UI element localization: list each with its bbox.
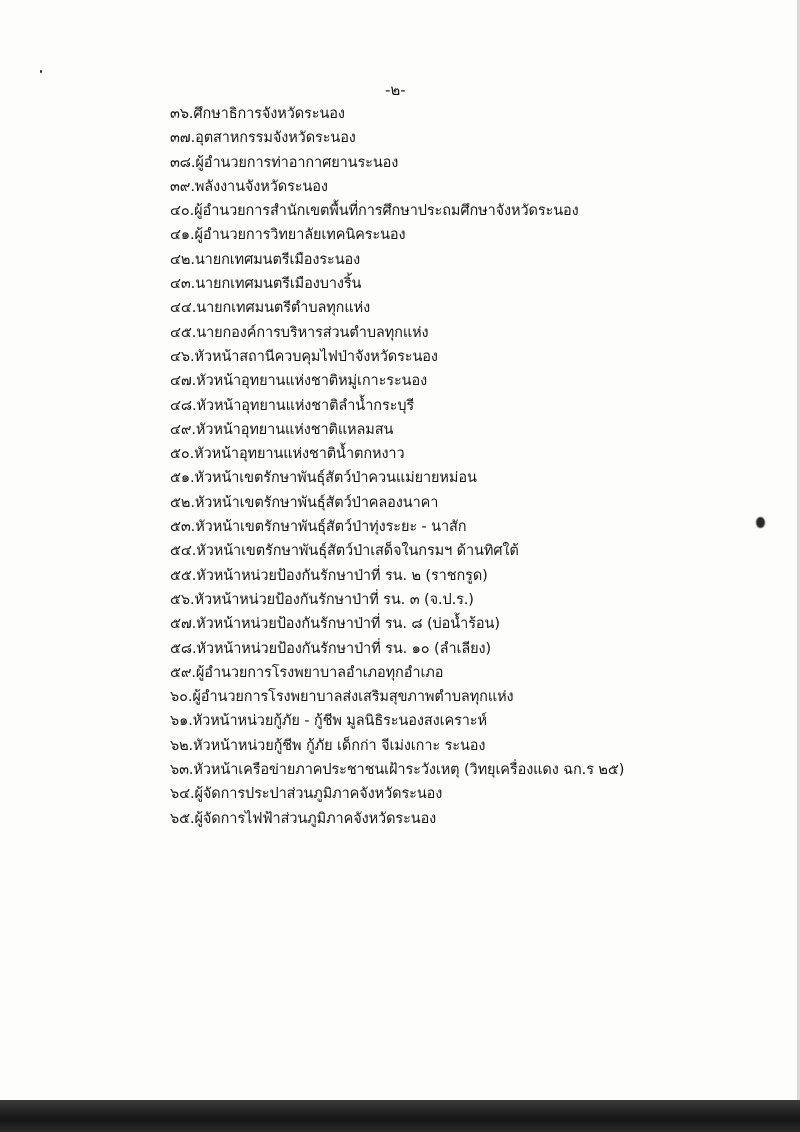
list-item: ๔๐.ผู้อำนวยการสำนักเขตพื้นที่การศึกษาประถมศึกษาจังหวัดระนอง bbox=[170, 203, 579, 220]
list-item: ๖๐.ผู้อำนวยการโรงพยาบาลส่งเสริมสุขภาพตำบลทุกแห่ง bbox=[170, 689, 514, 706]
list-item: ๕๒.หัวหน้าเขตรักษาพันธุ์สัตว์ป่าคลองนาคา bbox=[170, 494, 439, 511]
list-item: ๕๓.หัวหน้าเขตรักษาพันธุ์สัตว์ป่าทุ่งระยะ - นาสัก bbox=[170, 519, 467, 536]
list-item: ๕๙.ผู้อำนวยการโรงพยาบาลอำเภอทุกอำเภอ bbox=[170, 664, 444, 681]
list-item: ๓๗.อุตสาหกรรมจังหวัดระนอง bbox=[170, 130, 356, 147]
list-item: ๔๗.หัวหน้าอุทยานแห่งชาติหมู่เกาะระนอง bbox=[170, 373, 428, 390]
list-item: ๕๕.หัวหน้าหน่วยป้องกันรักษาป่าที่ รน. ๒ (ราชกรูด) bbox=[170, 567, 488, 584]
list-item: ๓๙.พลังงานจังหวัดระนอง bbox=[170, 178, 328, 195]
recipient-list bbox=[170, 102, 624, 831]
scan-speck bbox=[40, 70, 42, 73]
list-item: ๕๗.หัวหน้าหน่วยป้องกันรักษาป่าที่ รน. ๘ (บ่อน้ำร้อน) bbox=[170, 616, 500, 633]
list-item: ๖๓.หัวหน้าเครือข่ายภาคประชาชนเฝ้าระวังเหตุ (วิทยุเครื่องแดง ฉก.ร ๒๕) bbox=[170, 762, 625, 779]
list-item: ๔๙.หัวหน้าอุทยานแห่งชาติแหลมสน bbox=[170, 421, 394, 438]
list-item: ๕๘.หัวหน้าหน่วยป้องกันรักษาป่าที่ รน. ๑๐ (ลำเลียง) bbox=[170, 640, 492, 657]
list-item: ๔๖.หัวหน้าสถานีควบคุมไฟป่าจังหวัดระนอง bbox=[170, 348, 438, 365]
list-item: ๖๕.ผู้จัดการไฟฟ้าส่วนภูมิภาคจังหวัดระนอง bbox=[170, 810, 437, 827]
list-item: ๕๔.หัวหน้าเขตรักษาพันธุ์สัตว์ป่าเสด็จในกรมฯ ด้านทิศใต้ bbox=[170, 543, 519, 560]
list-item: ๕๖.หัวหน้าหน่วยป้องกันรักษาป่าที่ รน. ๓ (จ.ป.ร.) bbox=[170, 591, 474, 608]
list-item: ๕๐.หัวหน้าอุทยานแห่งชาติน้ำตกหงาว bbox=[170, 446, 405, 463]
list-item: ๓๖.ศึกษาธิการจังหวัดระนอง bbox=[170, 106, 345, 122]
list-item: ๖๑.หัวหน้าหน่วยกู้ภัย - กู้ชีพ มูลนิธิระนองสงเคราะห์ bbox=[170, 713, 487, 730]
scan-speck bbox=[756, 517, 765, 528]
list-item: ๔๕.นายกองค์การบริหารส่วนตำบลทุกแห่ง bbox=[170, 324, 429, 341]
page-number: -๒- bbox=[385, 81, 406, 99]
list-item: ๔๑.ผู้อำนวยการวิทยาลัยเทคนิคระนอง bbox=[170, 227, 406, 244]
list-item: ๕๑.หัวหน้าเขตรักษาพันธุ์สัตว์ป่าควนแม่ยายหม่อน bbox=[170, 470, 477, 487]
list-item: ๓๘.ผู้อำนวยการท่าอากาศยานระนอง bbox=[170, 154, 399, 171]
scan-bottom-edge bbox=[0, 1100, 800, 1132]
list-item: ๔๘.หัวหน้าอุทยานแห่งชาติลำน้ำกระบุรี bbox=[170, 397, 415, 414]
list-item: ๔๔.นายกเทศมนตรีตำบลทุกแห่ง bbox=[170, 300, 371, 317]
list-item: ๔๓.นายกเทศมนตรีเมืองบางริ้น bbox=[170, 276, 362, 293]
list-item: ๔๒.นายกเทศมนตรีเมืองระนอง bbox=[170, 251, 361, 268]
list-item: ๖๒.หัวหน้าหน่วยกู้ชีพ กู้ภัย เด็กก่า จีเม่งเกาะ ระนอง bbox=[170, 737, 486, 754]
list-item: ๖๔.ผู้จัดการประปาส่วนภูมิภาคจังหวัดระนอง bbox=[170, 786, 443, 803]
